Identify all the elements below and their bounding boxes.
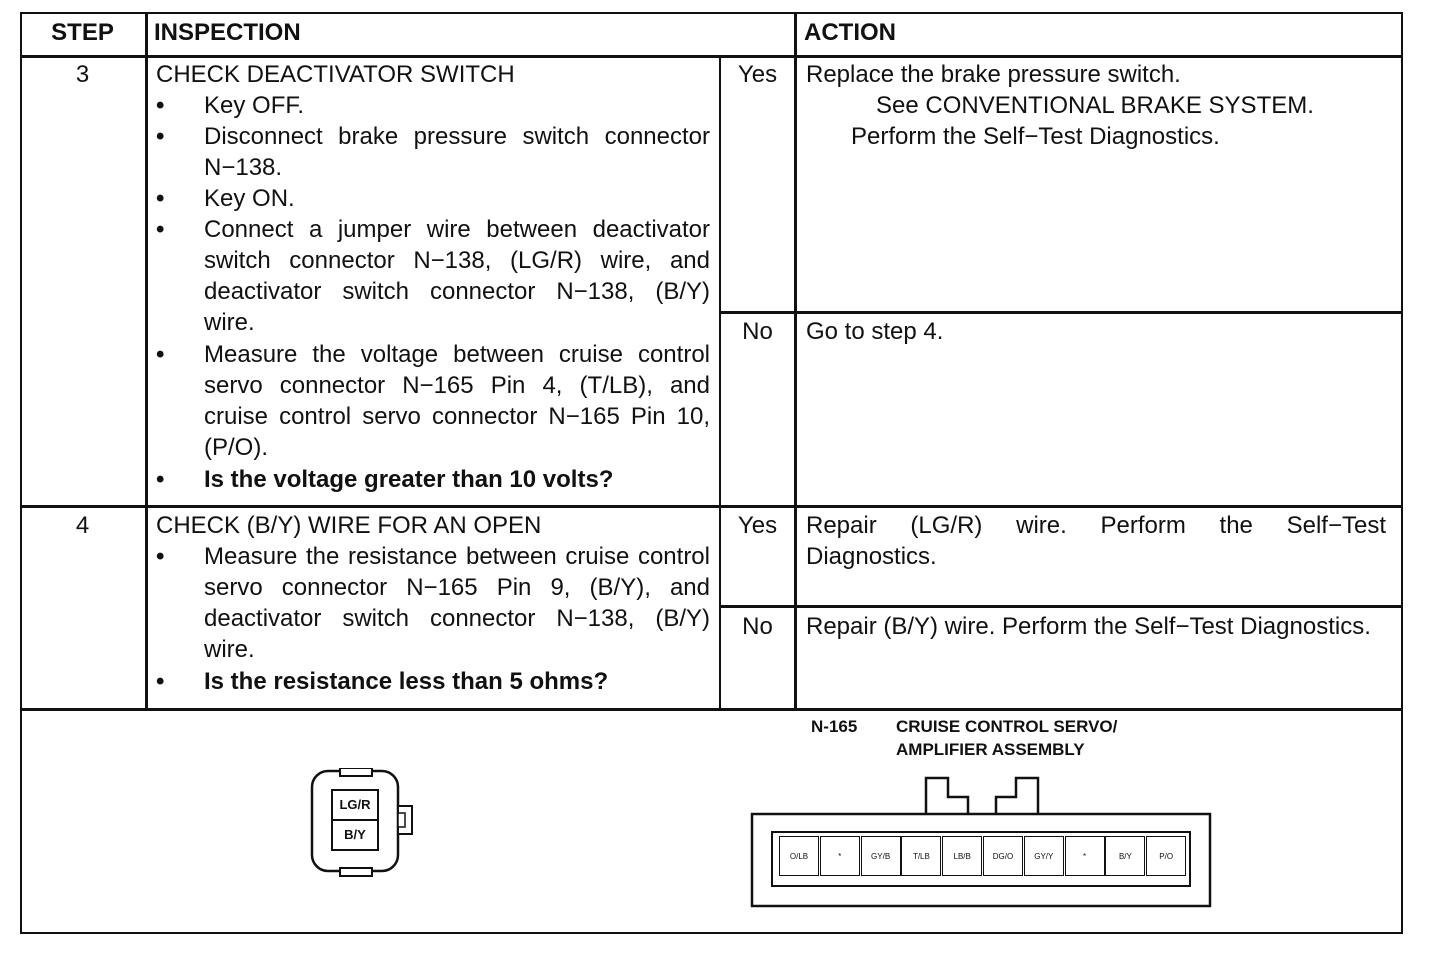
action-column-divider [794, 12, 797, 709]
no-action: Go to step 4. [806, 318, 944, 345]
step-number: 4 [75, 512, 90, 539]
bullet-icon: • [156, 668, 165, 695]
servo-pin: DG/O [983, 836, 1023, 876]
bullet-icon: • [156, 216, 165, 243]
answer-no-label: No [742, 613, 773, 640]
bullet-icon: • [156, 543, 165, 570]
answer-yes-label: Yes [737, 61, 778, 88]
servo-pin: T/LB [901, 836, 941, 876]
bullet-icon: • [156, 92, 165, 119]
answer-yes-label: Yes [737, 512, 778, 539]
servo-pin: * [1065, 836, 1105, 876]
servo-pin: GY/Y [1024, 836, 1064, 876]
header-step: STEP [51, 19, 114, 46]
step-number: 3 [75, 61, 90, 88]
servo-pin: * [820, 836, 860, 876]
servo-pin: B/Y [1105, 836, 1145, 876]
bullet-icon: • [156, 123, 165, 150]
servo-pin: P/O [1146, 836, 1186, 876]
header-bottom-rule [20, 55, 1403, 58]
servo-pin: O/LB [779, 836, 819, 876]
servo-pin: GY/B [861, 836, 901, 876]
row3-bottom-rule [20, 505, 1403, 508]
servo-connector-id: N-165 [811, 717, 858, 736]
connector-pin-label: LG/R [339, 797, 371, 812]
row3-yes-no-divider [720, 311, 1403, 314]
deactivator-switch-connector [310, 768, 420, 878]
servo-title-line2: AMPLIFIER ASSEMBLY [896, 740, 1085, 759]
header-inspection: INSPECTION [154, 19, 301, 46]
inspection-title: CHECK (B/Y) WIRE FOR AN OPEN [156, 512, 542, 539]
bullet-icon: • [156, 466, 165, 493]
header-action: ACTION [804, 19, 896, 46]
answer-no-label: No [742, 318, 773, 345]
row4-yes-no-divider [720, 605, 1403, 608]
yes-action: Repair (LG/R) wire. Perform the Self−Test Diagnostics. [806, 512, 1386, 570]
yes-action-line: See CONVENTIONAL BRAKE SYSTEM. [876, 92, 1314, 119]
yes-action-line: Replace the brake pressure switch. [806, 61, 1181, 88]
no-action: Repair (B/Y) wire. Perform the Self−Test Diagnostics. [806, 613, 1371, 640]
yes-action-line: Perform the Self−Test Diagnostics. [851, 123, 1220, 150]
servo-pin: LB/B [942, 836, 982, 876]
row4-bottom-rule [20, 708, 1403, 711]
bullet-icon: • [156, 341, 165, 368]
inspection-title: CHECK DEACTIVATOR SWITCH [156, 61, 515, 88]
bullet-icon: • [156, 185, 165, 212]
servo-title-line1: CRUISE CONTROL SERVO/ [896, 717, 1118, 736]
connector-pin-label: B/Y [344, 827, 366, 842]
step-column-divider [145, 12, 148, 709]
